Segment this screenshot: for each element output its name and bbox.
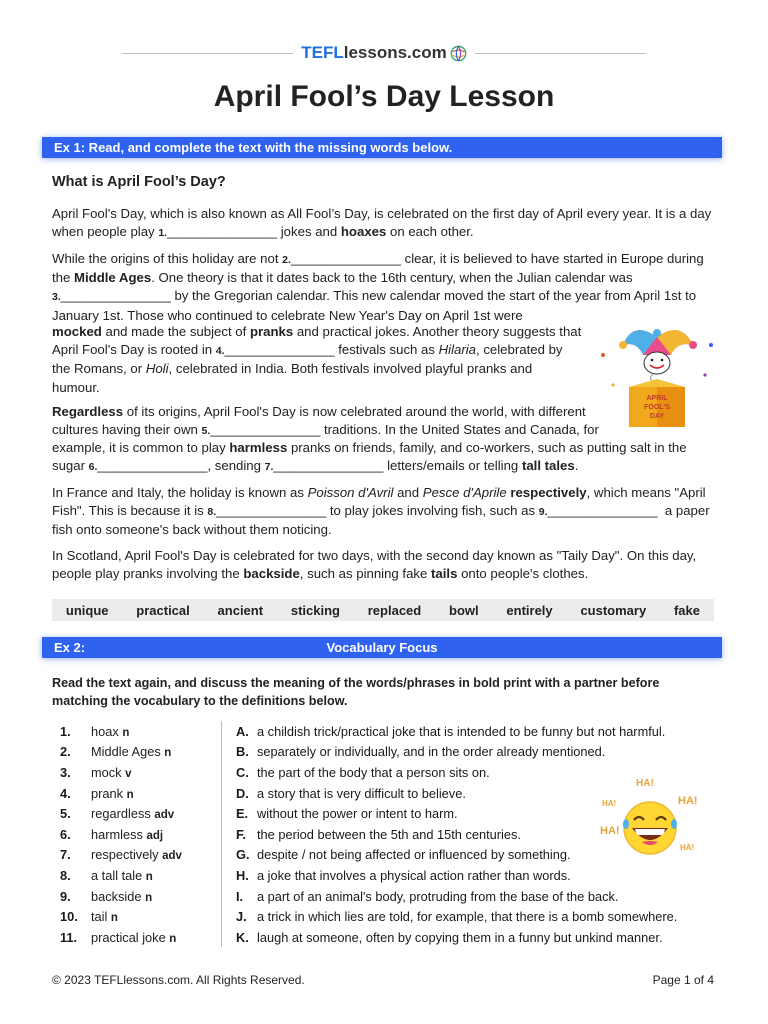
part-of-speech: v <box>125 767 132 780</box>
vocabulary-number: 2. <box>60 744 71 760</box>
vocabulary-number: 5. <box>60 806 71 822</box>
globe-icon <box>450 45 467 62</box>
ha-text: HA! <box>678 795 698 807</box>
definition-text: a part of an animal's body, protruding from the base of the back. <box>257 888 619 904</box>
word-bank <box>52 599 714 621</box>
vocabulary-term: mock <box>91 764 122 780</box>
paragraph-1: April Fool's Day, which is also known as All Fool’s Day, is celebrated on the first day of April every year. It is a day when people play 1._______________ jokes and hoaxes on each other. <box>52 206 712 240</box>
jester-box-illustration <box>593 315 721 433</box>
box-text-fools: FOOL'S <box>644 404 670 411</box>
exercise-1-label: Ex 1: Read, and complete the text with the missing words below. <box>54 140 453 155</box>
vocabulary-item <box>60 742 230 763</box>
brand-header <box>122 42 646 64</box>
vocabulary-number: 10. <box>60 909 78 925</box>
part-of-speech: n <box>169 932 177 945</box>
part-of-speech: n <box>145 870 153 883</box>
page-number: Page 1 of 4 <box>652 973 714 987</box>
ha-text: HA! <box>636 778 654 789</box>
vocabulary-number: 6. <box>60 826 71 842</box>
vocabulary-item <box>60 783 230 804</box>
paragraph-3-bottom: example, it is common to play harmless pranks on friends, family, and co-workers, such as putting salt in the sugar 6._______________, sending 7._______________ letters/emails or telling tall tales. <box>52 440 687 474</box>
definition-letter: K. <box>236 929 249 945</box>
vocabulary-term: backside <box>91 888 142 904</box>
definition-item <box>236 927 726 948</box>
column-divider <box>221 721 222 947</box>
word-bank-item: sticking <box>290 602 340 618</box>
word-bank-item: practical <box>136 602 190 618</box>
paragraph-4: In France and Italy, the holiday is known as Poisson d'Avril and Pesce d'Aprile respectively, which means "April Fish". This is because it is 8._______________ to play jokes involving fish, such as 9._______________ a paper fish onto someone's back without them noticing. <box>52 485 710 538</box>
vocabulary-item <box>60 803 230 824</box>
vocabulary-list <box>60 721 230 948</box>
definition-letter: A. <box>236 723 249 739</box>
part-of-speech: n <box>122 726 130 739</box>
part-of-speech: adj <box>146 829 164 842</box>
page-title: April Fool’s Day Lesson <box>213 80 555 113</box>
part-of-speech: adv <box>162 850 182 863</box>
vocabulary-word <box>91 806 174 821</box>
vocabulary-number: 4. <box>60 785 71 801</box>
vocabulary-item <box>60 762 230 783</box>
definition-item <box>236 721 726 742</box>
paragraph-2-bottom: mocked and made the subject of pranks and practical jokes. Another theory suggests that April Fool's Day is rooted in 4._______________ festivals such as Hilaria, celebrated by the Romans, or Holi, celebrated in India. Both festivals involved playful pranks and humour. <box>52 324 582 395</box>
vocabulary-word <box>91 889 152 904</box>
definition-text: without the power or intent to harm. <box>257 806 458 822</box>
vocabulary-term: respectively <box>91 847 159 863</box>
laughing-emoji-illustration <box>592 774 712 866</box>
box-text-day: DAY <box>649 413 665 420</box>
definition-text: the part of the body that a person sits on. <box>257 764 490 780</box>
vocabulary-word <box>91 930 176 945</box>
part-of-speech: n <box>110 912 118 925</box>
vocabulary-term: harmless <box>91 826 143 842</box>
vocabulary-word <box>91 744 171 759</box>
definition-text: despite / not being affected or influenced by something. <box>257 847 571 863</box>
exercise-2-title: Vocabulary Focus <box>326 640 438 655</box>
exercise-2-bar <box>42 637 722 658</box>
vocabulary-word <box>91 868 153 883</box>
vocabulary-term: practical joke <box>91 929 166 945</box>
vocabulary-number: 7. <box>60 847 71 863</box>
definition-item <box>236 865 726 886</box>
vocabulary-word <box>91 786 134 801</box>
part-of-speech: adv <box>154 809 175 822</box>
definition-letter: J. <box>236 909 247 925</box>
definition-text: a joke that involves a physical action rather than words. <box>257 867 571 883</box>
definition-letter: B. <box>236 744 249 760</box>
definition-letter: F. <box>236 826 246 842</box>
word-bank-item: bowl <box>449 602 479 618</box>
vocabulary-term: tail <box>91 909 108 925</box>
vocabulary-number: 8. <box>60 867 71 883</box>
definition-letter: E. <box>236 806 249 822</box>
vocabulary-term: a tall tale <box>91 867 143 883</box>
vocabulary-word <box>91 724 129 739</box>
box-text-april: APRIL <box>646 395 668 402</box>
vocabulary-number: 11. <box>60 929 78 945</box>
definition-item <box>236 906 726 927</box>
definition-item <box>236 886 726 907</box>
word-bank-item: unique <box>65 602 109 618</box>
exercise-2-instructions: Read the text again, and discuss the meaning of the words/phrases in bold print with a partner before matching the vocabulary to the definitions below. <box>52 676 660 708</box>
definition-text: laugh at someone, often by copying them in a funny but unkind manner. <box>257 929 663 945</box>
word-bank-item: customary <box>580 602 647 618</box>
vocabulary-item <box>60 906 230 927</box>
vocabulary-term: regardless <box>91 806 151 822</box>
paragraph-2-top: While the origins of this holiday are not 2._______________ clear, it is believed to have started in Europe during the Middle Ages. One theory is that it dates back to the 16th century, when the Julian calendar was 3._______________ by the Gregorian calendar. This new calendar moved the start of the year from April 1st to January 1st. Those who continued to celebrate New Year's Day on April 1st were <box>52 251 704 323</box>
vocabulary-item <box>60 927 230 948</box>
part-of-speech: n <box>145 891 153 904</box>
word-bank-item: fake <box>673 602 700 618</box>
vocabulary-word <box>91 827 163 842</box>
copyright-text: © 2023 TEFLlessons.com. All Rights Reserved. <box>52 973 305 987</box>
paragraph-5: In Scotland, April Fool's Day is celebrated for two days, with the second day known as "Taily Day". On this day, people play pranks involving the backside, such as pinning fake tails onto people's clothes. <box>52 548 697 582</box>
brand-logo <box>293 43 475 63</box>
exercise-2-label: Ex 2: <box>54 640 86 655</box>
vocabulary-number: 9. <box>60 888 71 904</box>
definition-letter: C. <box>236 764 249 780</box>
section-heading: What is April Fool’s Day? <box>52 174 226 190</box>
vocabulary-word <box>91 765 132 780</box>
definition-text: a childish trick/practical joke that is intended to be funny but not harmful. <box>257 723 666 739</box>
vocabulary-item <box>60 886 230 907</box>
vocabulary-item <box>60 865 230 886</box>
vocabulary-word <box>91 909 118 924</box>
ha-text: HA! <box>680 843 695 852</box>
vocabulary-term: hoax <box>91 723 119 739</box>
brand-tefl: TEFL <box>301 43 344 62</box>
divider-line <box>122 53 293 54</box>
word-bank-item: entirely <box>506 602 553 618</box>
definition-text: a story that is very difficult to believe. <box>257 785 466 801</box>
definition-letter: G. <box>236 847 250 863</box>
exercise-1-bar <box>42 137 722 158</box>
word-bank-item: ancient <box>217 602 264 618</box>
part-of-speech: n <box>164 747 172 760</box>
definition-letter: D. <box>236 785 249 801</box>
vocabulary-term: prank <box>91 785 124 801</box>
vocabulary-item <box>60 824 230 845</box>
brand-rest: lessons.com <box>343 43 447 62</box>
definition-text: a trick in which lies are told, for example, that there is a bomb somewhere. <box>257 909 678 925</box>
definition-text: separately or individually, and in the order already mentioned. <box>257 744 606 760</box>
part-of-speech: n <box>126 788 134 801</box>
word-bank-item: replaced <box>367 602 422 618</box>
vocabulary-number: 1. <box>60 723 71 739</box>
divider-line <box>475 53 646 54</box>
definition-letter: H. <box>236 867 249 883</box>
ha-text: HA! <box>600 825 620 837</box>
vocabulary-word <box>91 847 182 862</box>
vocabulary-item <box>60 845 230 866</box>
paragraph-3-top: Regardless of its origins, April Fool's Day is now celebrated around the world, with different cultures having their own 5._______________ traditions. In the United States and Canada, for <box>52 404 599 438</box>
definition-letter: I. <box>236 888 244 904</box>
vocabulary-term: Middle Ages <box>91 744 161 760</box>
definition-item <box>236 742 726 763</box>
vocabulary-item <box>60 721 230 742</box>
definition-text: the period between the 5th and 15th centuries. <box>257 826 521 842</box>
vocabulary-number: 3. <box>60 764 71 780</box>
ha-text: HA! <box>602 799 617 808</box>
